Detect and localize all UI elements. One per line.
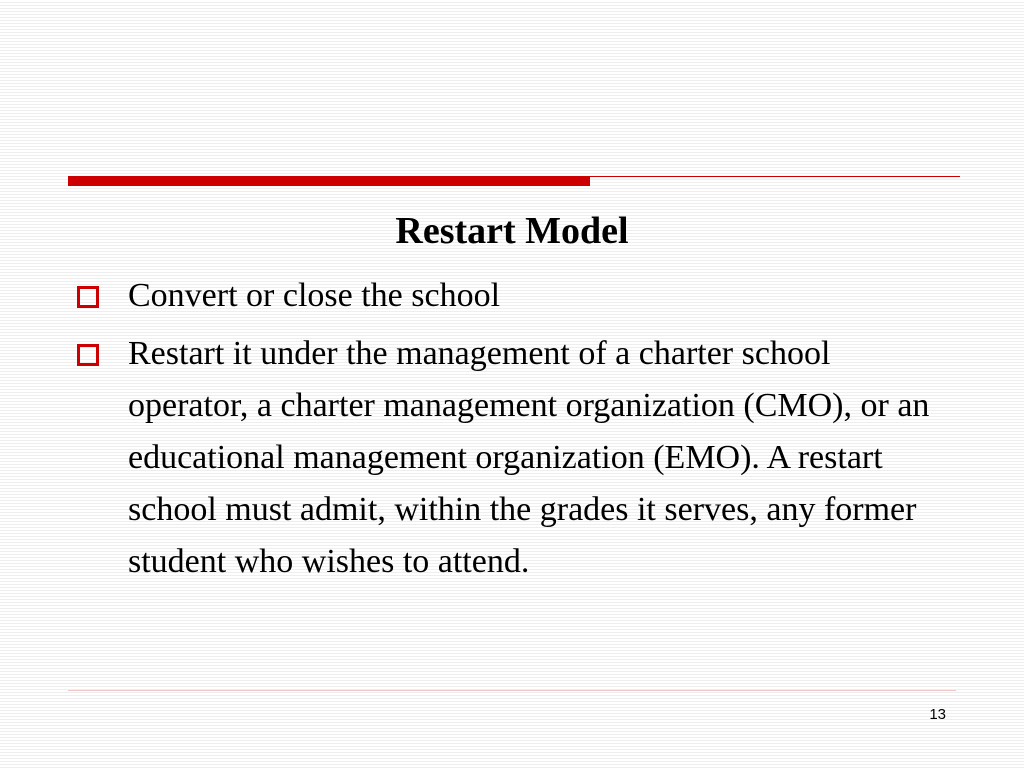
slide-number: 13 — [929, 706, 946, 723]
bullet-text: Restart it under the management of a charter school operator, a charter management organization (CMO), or an educational management organization (EMO). A restart school must admit, within the grades it serves, any former student who wishes to attend. — [128, 335, 930, 580]
hollow-square-bullet-icon — [77, 286, 99, 308]
bullet-list — [72, 270, 952, 594]
header-rule-accent — [68, 176, 590, 186]
bullet-text: Convert or close the school — [128, 277, 501, 314]
header-rule-thin — [590, 176, 960, 177]
bullet-item — [72, 270, 952, 322]
hollow-square-bullet-icon — [77, 344, 99, 366]
footer-rule — [68, 690, 956, 691]
slide-title: Restart Model — [395, 210, 629, 252]
bullet-item — [72, 328, 952, 588]
